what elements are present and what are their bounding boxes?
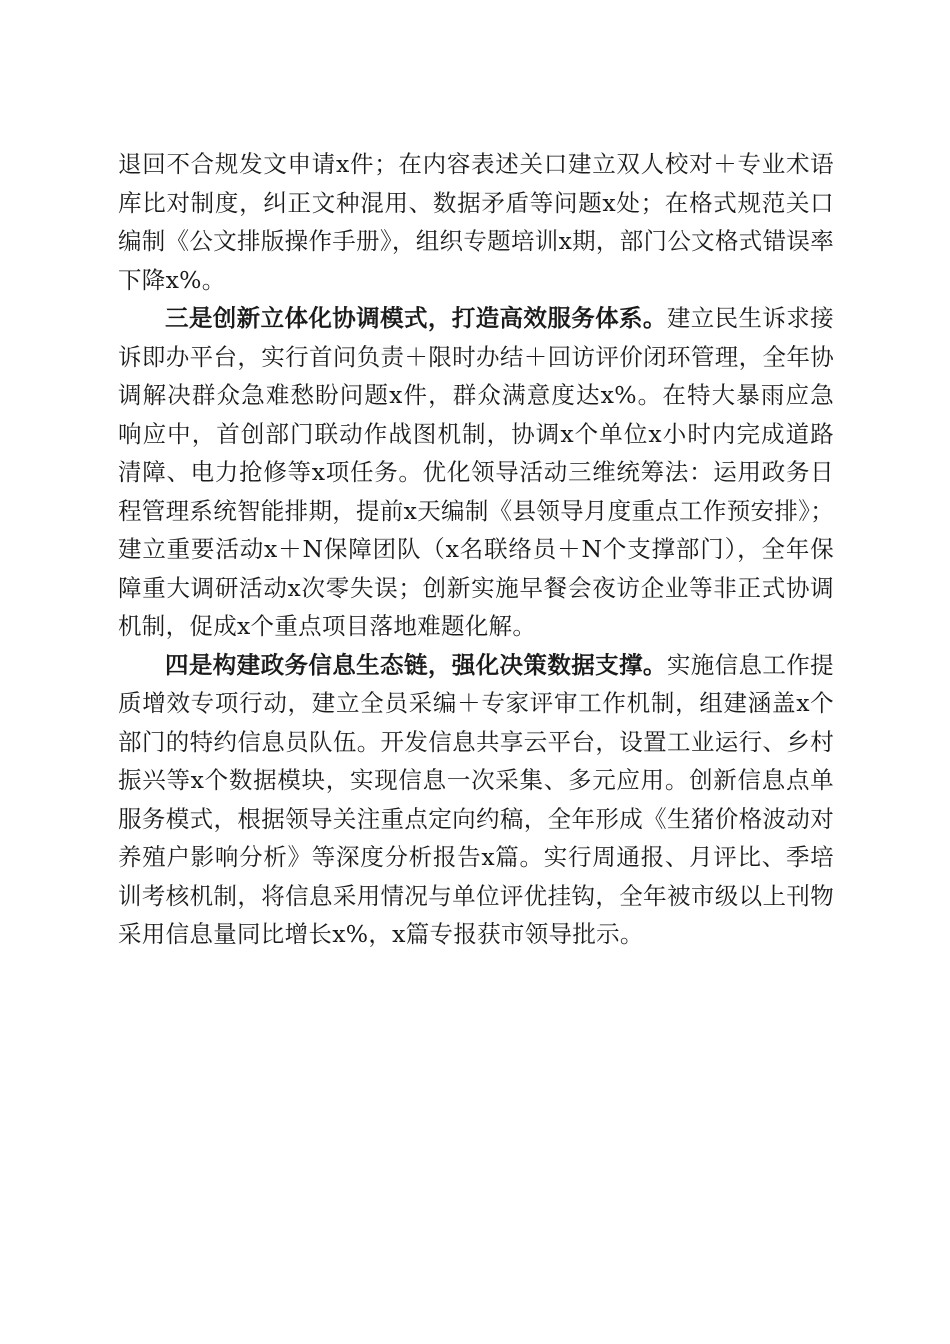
paragraph-text: 退回不合规发文申请x件；在内容表述关口建立双人校对＋专业术语库比对制度，纠正文种混用、数据矛盾等问题x处；在格式规范关口编制《公文排版操作手册》，组织专题培训x期，部门公文格式错误率下降x%。	[118, 150, 834, 294]
paragraph-continued	[118, 145, 834, 299]
paragraph-lead: 四是构建政务信息生态链，强化决策数据支撑。	[165, 650, 667, 679]
paragraph-four	[118, 646, 834, 954]
paragraph-three	[118, 299, 834, 646]
paragraph-lead: 三是创新立体化协调模式，打造高效服务体系。	[165, 304, 667, 332]
paragraph-text: 建立民生诉求接诉即办平台，实行首问负责＋限时办结＋回访评价闭环管理，全年协调解决群众急难愁盼问题x件，群众满意度达x%。在特大暴雨应急响应中，首创部门联动作战图机制，协调x个单位x小时内完成道路清障、电力抢修等x项任务。优化领导活动三维统筹法：运用政务日程管理系统智能排期，提前x天编制《县领导月度重点工作预安排》；建立重要活动x＋N保障团队（x名联络员＋N个支撑部门），全年保障重大调研活动x次零失误；创新实施早餐会夜访企业等非正式协调机制，促成x个重点项目落地难题化解。	[118, 304, 834, 640]
document-body	[118, 145, 834, 954]
paragraph-text: 实施信息工作提质增效专项行动，建立全员采编＋专家评审工作机制，组建涵盖x个部门的特约信息员队伍。开发信息共享云平台，设置工业运行、乡村振兴等x个数据模块，实现信息一次采集、多元应用。创新信息点单服务模式，根据领导关注重点定向约稿，全年形成《生猪价格波动对养殖户影响分析》等深度分析报告x篇。实行周通报、月评比、季培训考核机制，将信息采用情况与单位评优挂钩，全年被市级以上刊物采用信息量同比增长x%，x篇专报获市领导批示。	[118, 650, 834, 948]
